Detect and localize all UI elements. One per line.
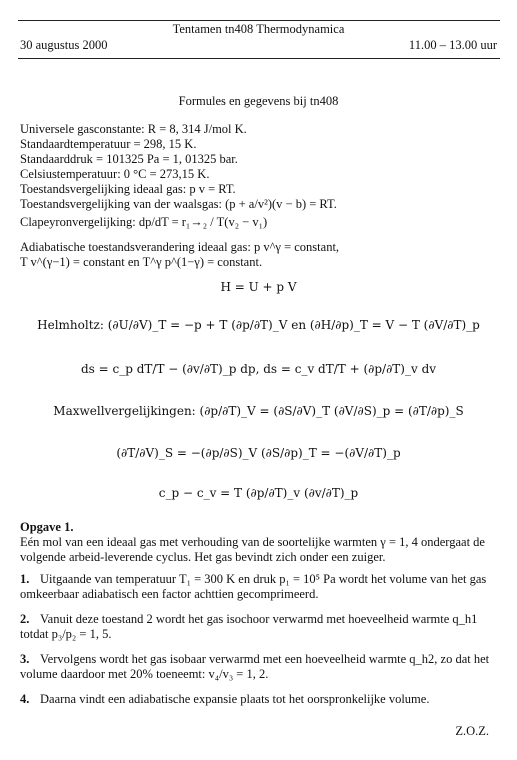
given-clapeyron: Clapeyronvergelijking: dp/dT = r₁→₂ / T(v₂ − v₁) bbox=[20, 215, 268, 229]
exercise-item-1 bbox=[20, 572, 498, 602]
given-std-temperature: Standaardtemperatuur = 298, 15 K. bbox=[20, 137, 197, 151]
entropy-equations: ds = c_p dT/T − (∂v/∂T)_p dp, ds = c_v dT/T + (∂p/∂T)_v dv bbox=[80, 362, 437, 376]
helmholtz-equations: Helmholtz: (∂U/∂V)_T = −p + T (∂p/∂T)_V en (∂H/∂p)_T = V − T (∂V/∂T)_p bbox=[37, 318, 480, 332]
given-celsius: Celsiustemperatuur: 0 °C = 273,15 K. bbox=[20, 167, 210, 181]
given-ideal-gas: Toestandsvergelijking ideaal gas: p v = RT. bbox=[20, 182, 236, 196]
item-text: Vanuit deze toestand 2 wordt het gas isochoor verwarmd met hoeveelheid warmte q_h1 totdat p₃/p₂ = 1, 5. bbox=[20, 612, 478, 641]
exam-title: Tentamen tn408 Thermodynamica bbox=[172, 22, 345, 36]
given-van-der-waals: Toestandsvergelijking van der waalsgas: (p + a/v²)(v − b) = RT. bbox=[20, 197, 337, 211]
item-number: 4. bbox=[20, 692, 30, 706]
exercise-item-4 bbox=[20, 692, 498, 707]
header-bottom-rule bbox=[18, 58, 500, 59]
given-adiabatic-1: Adiabatische toestandsverandering ideaal gas: p v^γ = constant, bbox=[20, 240, 340, 254]
exercise-intro: Eén mol van een ideaal gas met verhouding van de soortelijke warmten γ = 1, 4 ondergaat de volgende arbeid-leverende cyclus. Het gas bevindt zich onder een zuiger. bbox=[20, 535, 485, 564]
given-gas-constant: Universele gasconstante: R = 8, 314 J/mol K. bbox=[20, 122, 247, 136]
cp-cv-relation: c_p − c_v = T (∂p/∂T)_v (∂v/∂T)_p bbox=[158, 486, 359, 500]
header-top-rule bbox=[18, 20, 500, 21]
item-text: Vervolgens wordt het gas isobaar verwarmd met een hoeveelheid warmte q_h2, zo dat het volume daardoor met 20% toeneemt: v₄/v₃ = 1, 2. bbox=[20, 652, 490, 681]
exam-date: 30 augustus 2000 bbox=[20, 38, 108, 52]
maxwell-equations-2: (∂T/∂V)_S = −(∂p/∂S)_V (∂S/∂p)_T = −(∂V/∂T)_p bbox=[116, 446, 401, 460]
maxwell-equations-1: Maxwellvergelijkingen: (∂p/∂T)_V = (∂S/∂V)_T (∂V/∂S)_p = (∂T/∂p)_S bbox=[53, 404, 464, 418]
item-number: 3. bbox=[20, 652, 30, 666]
exam-time: 11.00 – 13.00 uur bbox=[408, 38, 497, 52]
item-text: Uitgaande van temperatuur T₁ = 300 K en druk p₁ = 10⁵ Pa wordt het volume van het gas omkeerbaar adiabatisch een factor achttien gecomprimeerd. bbox=[20, 572, 487, 601]
item-number: 2. bbox=[20, 612, 30, 626]
formulas-heading: Formules en gegevens bij tn408 bbox=[178, 94, 339, 108]
given-std-pressure: Standaarddruk = 101325 Pa = 1, 01325 bar. bbox=[20, 152, 238, 166]
exercise-item-2 bbox=[20, 612, 498, 642]
item-text: Daarna vindt een adiabatische expansie plaats tot het oorspronkelijke volume. bbox=[40, 692, 430, 706]
exercise-title: Opgave 1. bbox=[20, 520, 74, 534]
item-number: 1. bbox=[20, 572, 30, 586]
exercise-item-3 bbox=[20, 652, 498, 682]
zoz-note: Z.O.Z. bbox=[455, 724, 489, 738]
enthalpy-equation: H = U + p V bbox=[220, 280, 297, 294]
given-adiabatic-2: T v^(γ−1) = constant en T^γ p^(1−γ) = constant. bbox=[20, 255, 263, 269]
